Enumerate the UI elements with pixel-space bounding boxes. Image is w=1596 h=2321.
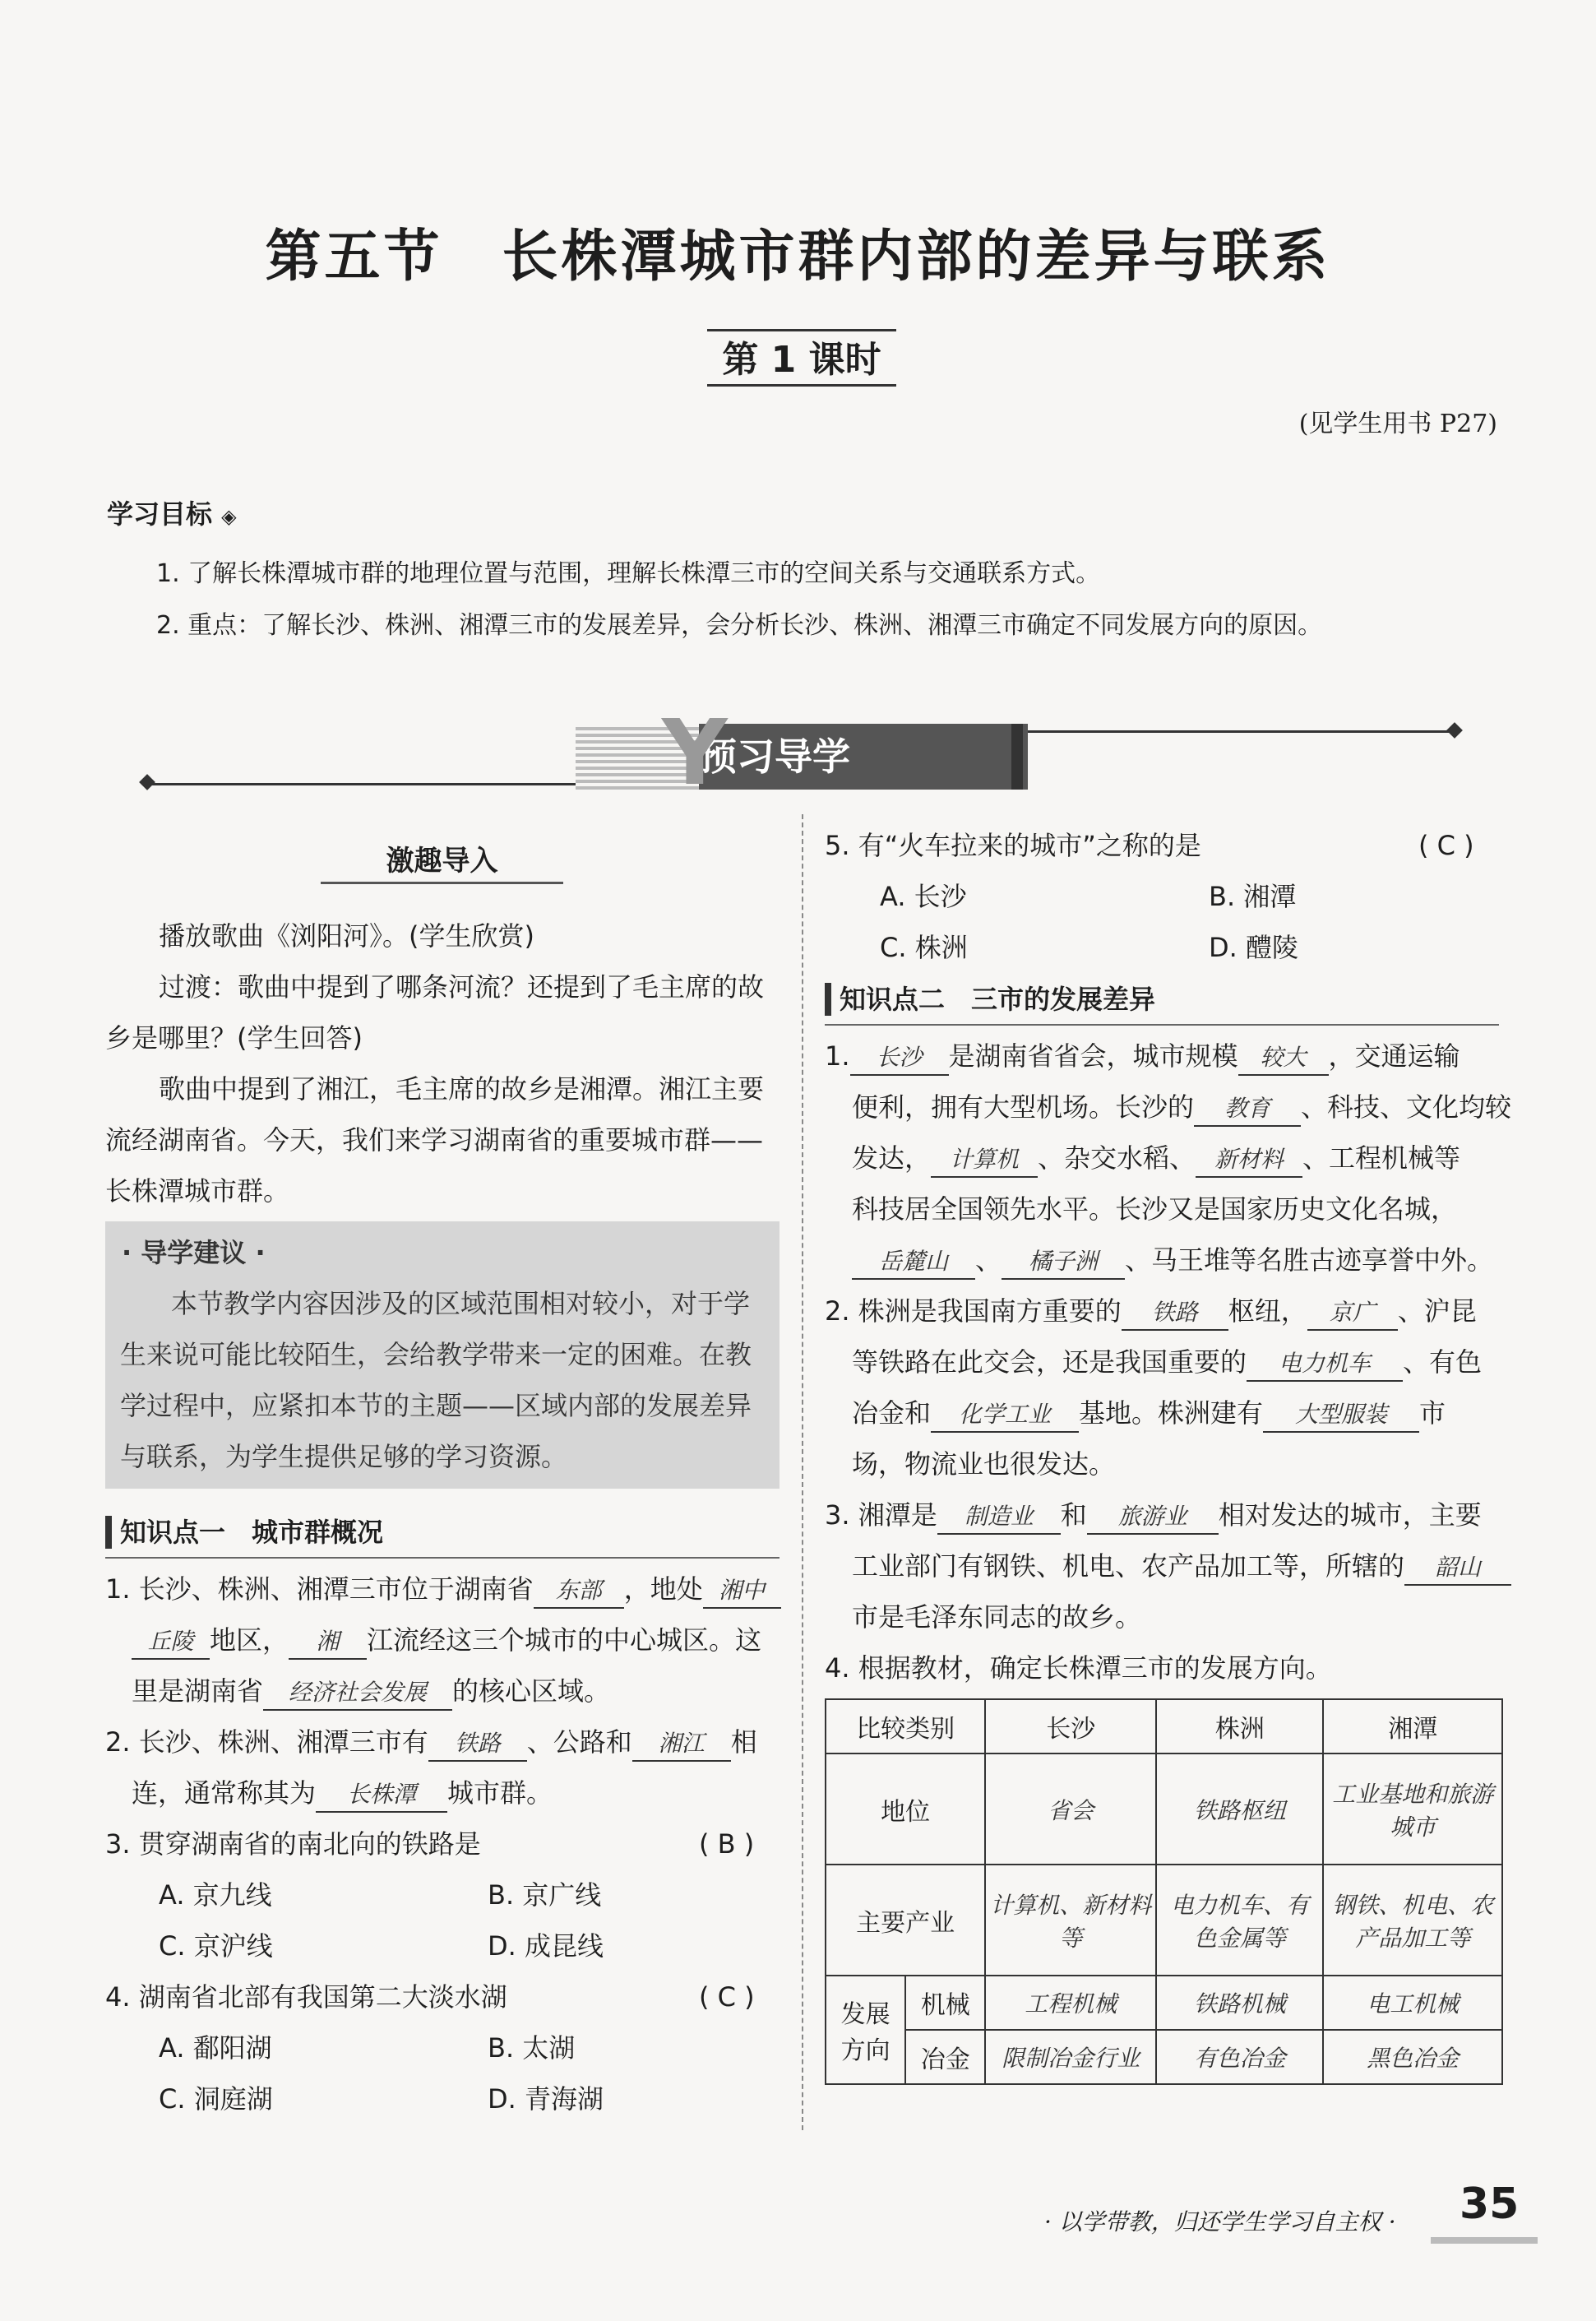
answer-blank: 铁路 bbox=[428, 1727, 527, 1762]
text: 、公路和 bbox=[526, 1726, 632, 1758]
goal-item-1: 1. 了解长株潭城市群的地理位置与范围，理解长株潭三市的空间关系与交通联系方式。 bbox=[156, 559, 1101, 588]
table-header: 比较类别 bbox=[826, 1699, 985, 1753]
option-d: D. 成昆线 bbox=[488, 1930, 604, 1962]
answer-blank: 计算机 bbox=[931, 1143, 1038, 1178]
text: 冶金和 bbox=[852, 1397, 932, 1429]
answer-blank: 经济社会发展 bbox=[263, 1676, 452, 1711]
kp2-q1-line5 bbox=[852, 1244, 1493, 1280]
answer-blank: 新材料 bbox=[1196, 1143, 1302, 1178]
text: 的核心区域。 bbox=[452, 1675, 611, 1707]
table-cell: 钢铁、机电、农产品加工等 bbox=[1323, 1865, 1502, 1976]
kp2-q1-line3 bbox=[852, 1142, 1460, 1178]
text: 里是湖南省 bbox=[132, 1675, 264, 1707]
table-cell: 铁路枢纽 bbox=[1156, 1753, 1323, 1865]
answer-blank: 电力机车 bbox=[1247, 1347, 1403, 1382]
table-row bbox=[826, 1753, 1502, 1865]
table-cell: 省会 bbox=[985, 1753, 1156, 1865]
suggestion-line: 学过程中，应紧扣本节的主题——区域内部的发展差异 bbox=[120, 1390, 752, 1421]
lesson-label: 第 1 课时 bbox=[707, 329, 896, 387]
goal-item-2: 2. 重点：了解长沙、株洲、湘潭三市的发展差异，会分析长沙、株洲、湘潭三市确定不同发展方向的原因。 bbox=[156, 611, 1323, 640]
kp2-q1-line1 bbox=[825, 1040, 1460, 1076]
kp1-q3-stem: 3. 贯穿湖南省的南北向的铁路是 bbox=[105, 1828, 481, 1860]
text: 江流经这三个城市的中心城区。这 bbox=[367, 1624, 762, 1656]
q5-answer: ( C ) bbox=[1418, 830, 1474, 861]
page-number: 35 bbox=[1460, 2180, 1520, 2229]
text: 相对发达的城市，主要 bbox=[1218, 1499, 1482, 1531]
kp1-q2-line1 bbox=[105, 1726, 757, 1762]
table-cell: 工程机械 bbox=[985, 1976, 1156, 2030]
text: 1. 长沙、株洲、湘潭三市位于湖南省 bbox=[105, 1573, 534, 1605]
answer-blank: 铁路 bbox=[1122, 1296, 1228, 1331]
answer-blank: 湘江 bbox=[632, 1727, 731, 1762]
option-c: C. 洞庭湖 bbox=[159, 2083, 273, 2115]
option-c: C. 株洲 bbox=[880, 932, 968, 963]
kp1-q1-line1 bbox=[105, 1573, 781, 1609]
text: ，地处 bbox=[623, 1573, 703, 1605]
option-b: B. 京广线 bbox=[488, 1879, 602, 1911]
table-header: 株洲 bbox=[1156, 1699, 1323, 1753]
kp2-heading: 知识点二 三市的发展差异 bbox=[825, 983, 1155, 1016]
text: 市 bbox=[1419, 1397, 1446, 1429]
kp2-q2-line2 bbox=[852, 1346, 1482, 1382]
row-label: 发展方向 bbox=[826, 1976, 905, 2084]
banner-rule-left bbox=[148, 783, 576, 785]
table-cell: 电力机车、有色金属等 bbox=[1156, 1865, 1323, 1976]
kp2-q1-line4: 科技居全国领先水平。长沙又是国家历史文化名城， bbox=[852, 1193, 1458, 1225]
intro-heading: 激趣导入 bbox=[321, 841, 563, 884]
text: 1. bbox=[825, 1040, 850, 1072]
page-title: 第五节 长株潭城市群内部的差异与联系 bbox=[265, 224, 1331, 290]
intro-line: 流经湖南省。今天，我们来学习湖南省的重要城市群—— bbox=[105, 1124, 764, 1156]
intro-line: 长株潭城市群。 bbox=[105, 1175, 290, 1207]
text: 、马王堆等名胜古迹享誉中外。 bbox=[1125, 1244, 1494, 1276]
intro-line: 播放歌曲《浏阳河》。(学生欣赏) bbox=[159, 920, 534, 952]
text: 发达， bbox=[852, 1142, 932, 1174]
table-cell: 铁路机械 bbox=[1156, 1976, 1323, 2030]
text: 、有色 bbox=[1403, 1346, 1483, 1378]
answer-blank: 京广 bbox=[1307, 1296, 1398, 1331]
kp2-q3-line2 bbox=[852, 1550, 1511, 1586]
row-label: 机械 bbox=[905, 1976, 985, 2030]
answer-blank: 长沙 bbox=[850, 1041, 949, 1076]
table-cell: 黑色冶金 bbox=[1323, 2030, 1502, 2084]
answer-blank: 岳麓山 bbox=[852, 1245, 975, 1280]
option-c: C. 京沪线 bbox=[159, 1930, 273, 1962]
table-row bbox=[826, 1976, 1502, 2030]
answer-blank: 湘中 bbox=[703, 1574, 781, 1609]
banner-end-bar bbox=[1011, 724, 1023, 790]
q5-stem: 5. 有“火车拉来的城市”之称的是 bbox=[825, 830, 1201, 861]
diamond-icon: ◈ bbox=[221, 505, 237, 528]
option-a: A. 鄱阳湖 bbox=[159, 2032, 272, 2064]
kp2-q2-line3 bbox=[852, 1397, 1446, 1433]
table-cell: 限制冶金行业 bbox=[985, 2030, 1156, 2084]
text: 枢纽， bbox=[1228, 1295, 1307, 1327]
kp2-q2-line4: 场，物流业也很发达。 bbox=[852, 1448, 1116, 1480]
footer-bar bbox=[1431, 2237, 1538, 2244]
option-a: A. 长沙 bbox=[880, 881, 967, 912]
banner-dot-left bbox=[139, 774, 155, 790]
kp2-q3-line1 bbox=[825, 1499, 1482, 1535]
text: 城市群。 bbox=[447, 1777, 553, 1809]
comparison-table bbox=[825, 1698, 1503, 2085]
text: 、沪昆 bbox=[1397, 1295, 1477, 1327]
kp1-q4-stem: 4. 湖南省北部有我国第二大淡水湖 bbox=[105, 1981, 507, 2013]
banner-rule-right bbox=[1028, 730, 1455, 733]
text: 是湖南省省会，城市规模 bbox=[948, 1040, 1238, 1072]
text: ，交通运输 bbox=[1328, 1040, 1460, 1072]
kp2-rule bbox=[825, 1024, 1499, 1026]
kp1-q1-line2 bbox=[132, 1624, 761, 1660]
text: 2. 长沙、株洲、湘潭三市有 bbox=[105, 1726, 428, 1758]
text: 2. 株洲是我国南方重要的 bbox=[825, 1295, 1122, 1327]
suggestion-heading: · 导学建议 · bbox=[122, 1237, 266, 1268]
option-d: D. 青海湖 bbox=[488, 2083, 604, 2115]
row-label: 冶金 bbox=[905, 2030, 985, 2084]
text: 工业部门有钢铁、机电、农产品加工等，所辖的 bbox=[852, 1550, 1405, 1582]
answer-blank: 橘子洲 bbox=[1002, 1245, 1125, 1280]
suggestion-line: 生来说可能比较陌生，会给教学带来一定的困难。在教 bbox=[120, 1339, 752, 1370]
intro-line: 过渡：歌曲中提到了哪条河流？还提到了毛主席的故 bbox=[159, 971, 765, 1003]
option-b: B. 湘潭 bbox=[1209, 881, 1297, 912]
kp1-q2-line2 bbox=[132, 1777, 553, 1813]
answer-blank: 教育 bbox=[1194, 1092, 1301, 1127]
text: 便利，拥有大型机场。长沙的 bbox=[852, 1091, 1195, 1123]
table-header: 湘潭 bbox=[1323, 1699, 1502, 1753]
answer-blank: 长株潭 bbox=[316, 1778, 447, 1813]
option-b: B. 太湖 bbox=[488, 2032, 576, 2064]
answer-blank: 韶山 bbox=[1404, 1551, 1511, 1586]
text: 、 bbox=[975, 1244, 1002, 1276]
answer-blank: 旅游业 bbox=[1087, 1500, 1219, 1535]
reference-note: (见学生用书 P27) bbox=[1298, 410, 1497, 438]
text: 、科技、文化均较 bbox=[1301, 1091, 1512, 1123]
text: 、杂交水稻、 bbox=[1038, 1142, 1196, 1174]
kp2-q1-line2 bbox=[852, 1091, 1511, 1127]
kp1-q3-answer: ( B ) bbox=[699, 1828, 755, 1860]
teaching-suggestion-box bbox=[105, 1221, 779, 1489]
intro-line: 歌曲中提到了湘江，毛主席的故乡是湘潭。湘江主要 bbox=[159, 1073, 765, 1105]
kp2-q4-stem: 4. 根据教材，确定长株潭三市的发展方向。 bbox=[825, 1652, 1332, 1684]
footer-motto: · 以学带教，归还学生学习自主权 · bbox=[1044, 2208, 1396, 2235]
kp2-q3-line3: 市是毛泽东同志的故乡。 bbox=[852, 1601, 1142, 1633]
answer-blank: 大型服装 bbox=[1263, 1398, 1419, 1433]
row-label: 主要产业 bbox=[826, 1865, 985, 1976]
table-cell: 计算机、新材料等 bbox=[985, 1865, 1156, 1976]
text: 连，通常称其为 bbox=[132, 1777, 317, 1809]
option-d: D. 醴陵 bbox=[1209, 932, 1298, 963]
answer-blank: 较大 bbox=[1238, 1041, 1329, 1076]
table-header-row bbox=[826, 1699, 1502, 1753]
kp1-q4-answer: ( C ) bbox=[699, 1981, 755, 2013]
kp1-rule bbox=[105, 1557, 779, 1559]
text: 等铁路在此交会，还是我国重要的 bbox=[852, 1346, 1247, 1378]
kp2-q2-line1 bbox=[825, 1295, 1477, 1331]
option-a: A. 京九线 bbox=[159, 1879, 272, 1911]
text: 基地。株洲建有 bbox=[1079, 1397, 1264, 1429]
answer-blank: 丘陵 bbox=[132, 1625, 210, 1660]
answer-blank: 湘 bbox=[289, 1625, 367, 1660]
table-cell: 有色冶金 bbox=[1156, 2030, 1323, 2084]
table-header: 长沙 bbox=[985, 1699, 1156, 1753]
kp1-heading: 知识点一 城市群概况 bbox=[105, 1516, 383, 1549]
goals-heading bbox=[107, 493, 237, 531]
suggestion-line: 本节教学内容因涉及的区域范围相对较小，对于学 bbox=[171, 1288, 751, 1319]
table-row bbox=[826, 1865, 1502, 1976]
banner-letter: Y bbox=[662, 700, 728, 805]
text: 3. 湘潭是 bbox=[825, 1499, 937, 1531]
text: 地区， bbox=[210, 1624, 289, 1656]
table-row bbox=[826, 2030, 1502, 2084]
table-cell: 工业基地和旅游城市 bbox=[1323, 1753, 1502, 1865]
answer-blank: 化学工业 bbox=[931, 1398, 1079, 1433]
text: 和 bbox=[1060, 1499, 1087, 1531]
answer-blank: 制造业 bbox=[937, 1500, 1061, 1535]
column-divider bbox=[802, 814, 803, 2130]
row-label: 地位 bbox=[826, 1753, 985, 1865]
intro-line: 乡是哪里？(学生回答) bbox=[105, 1022, 363, 1054]
suggestion-line: 与联系，为学生提供足够的学习资源。 bbox=[120, 1441, 568, 1472]
answer-blank: 东部 bbox=[534, 1574, 624, 1609]
banner-dot-right bbox=[1446, 722, 1463, 739]
text: 、工程机械等 bbox=[1302, 1142, 1461, 1174]
kp1-q1-line3 bbox=[132, 1675, 610, 1711]
section-banner: 预习导学 bbox=[576, 724, 1028, 790]
goals-heading-text: 学习目标 bbox=[107, 498, 213, 530]
text: 相 bbox=[730, 1726, 757, 1758]
table-cell: 电工机械 bbox=[1323, 1976, 1502, 2030]
